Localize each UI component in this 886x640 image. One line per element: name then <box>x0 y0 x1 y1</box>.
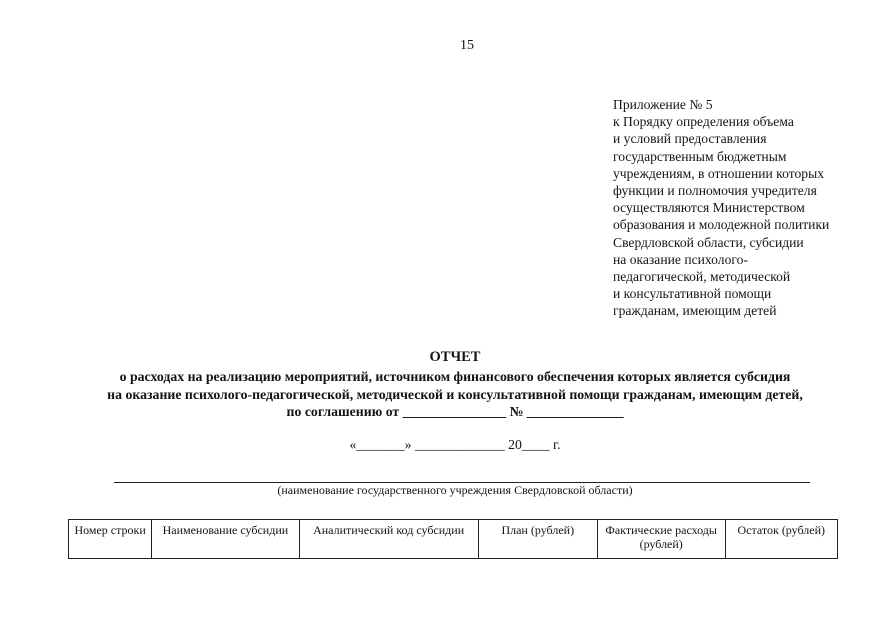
column-header-subsidy-name: Наименование субсидии <box>152 520 299 559</box>
appendix-note <box>613 96 829 320</box>
appendix-line: государственным бюджетным <box>613 148 787 164</box>
institution-caption: (наименование государственного учреждения Свердловской области) <box>277 483 633 497</box>
report-subtitle <box>60 368 850 421</box>
appendix-line: к Порядку определения объема <box>613 114 794 130</box>
appendix-line: на оказание психолого- <box>613 251 748 267</box>
report-subtitle-line: по соглашению от _______________ № ______________ <box>286 404 624 419</box>
column-header-actual-expenses: Фактические расходы (рублей) <box>597 520 725 559</box>
report-subtitle-line: на оказание психолого-педагогической, методической и консультативной помощи гражданам, имеющим детей, <box>107 386 803 402</box>
appendix-line: учреждениям, в отношении которых <box>613 165 824 181</box>
appendix-line: функции и полномочия учредителя <box>613 183 817 199</box>
appendix-line: образования и молодежной политики <box>613 217 830 233</box>
appendix-line: и условий предоставления <box>613 131 767 147</box>
report-subtitle-line: о расходах на реализацию мероприятий, источником финансового обеспечения которых является субсидия <box>119 369 791 384</box>
table-header-row <box>69 520 838 559</box>
appendix-line: гражданам, имеющим детей <box>613 303 777 319</box>
column-header-row-number: Номер строки <box>69 520 152 559</box>
date-line: «_______» _____________ 20____ г. <box>349 437 561 452</box>
appendix-line: Свердловской области, субсидии <box>613 234 804 250</box>
page-number: 15 <box>460 38 474 53</box>
column-header-plan: План (рублей) <box>478 520 597 559</box>
column-header-remainder: Остаток (рублей) <box>725 520 837 559</box>
appendix-line: и консультативной помощи <box>613 286 772 302</box>
column-header-analytic-code: Аналитический код субсидии <box>299 520 478 559</box>
expense-table <box>68 519 838 559</box>
appendix-line: Приложение № 5 <box>613 97 713 112</box>
report-title: ОТЧЕТ <box>429 349 481 365</box>
appendix-line: педагогической, методической <box>613 269 791 285</box>
appendix-line: осуществляются Министерством <box>613 200 805 216</box>
